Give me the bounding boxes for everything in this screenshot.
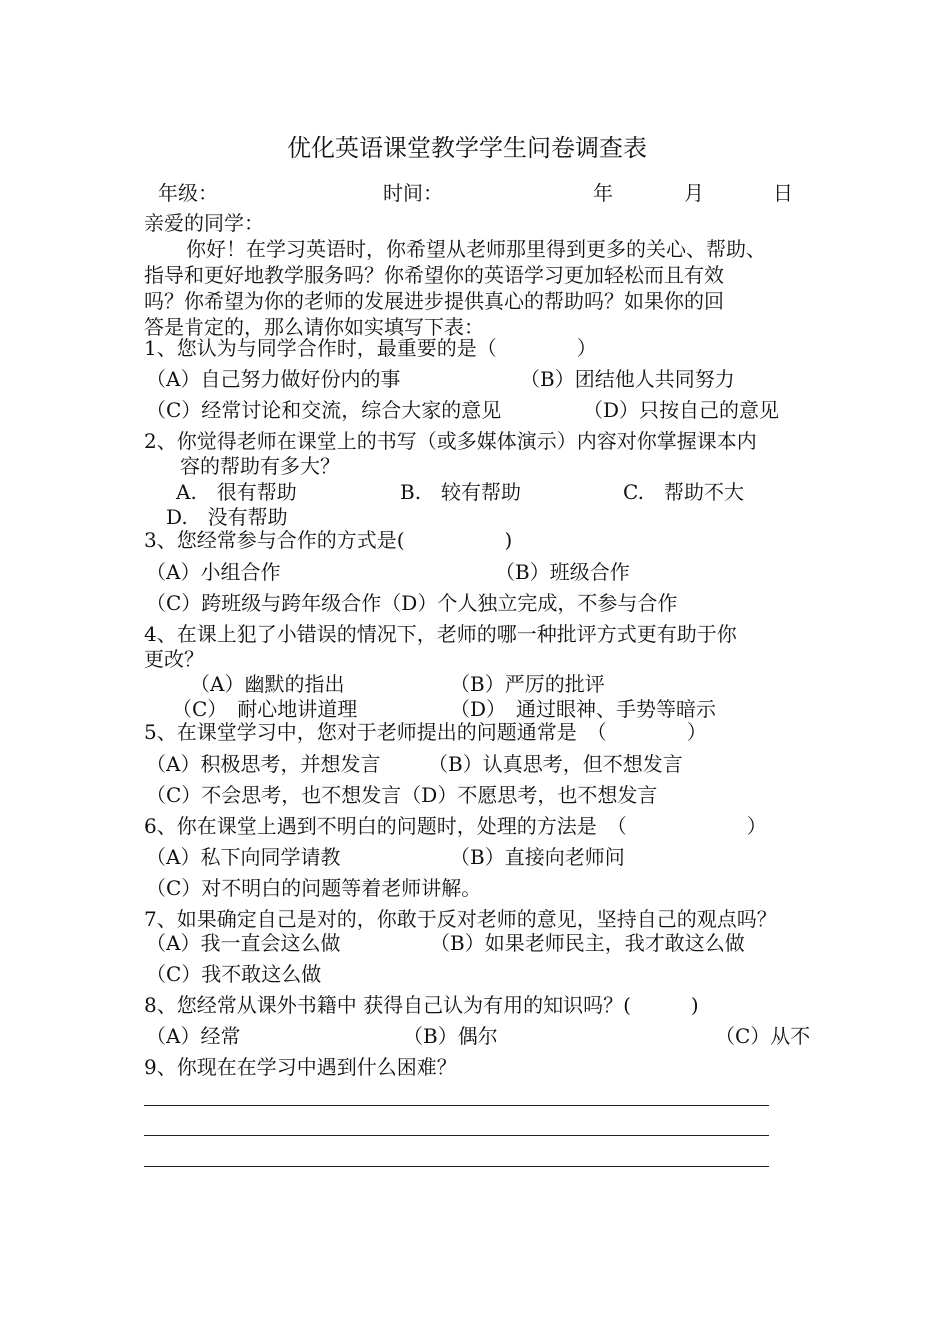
q1-option-a: （A）自己努力做好份内的事 — [146, 367, 401, 391]
q4-option-d: （D） 通过眼神、手势等暗示 — [450, 697, 717, 721]
q5-option-cd: （C）不会思考，也不想发言（D）不愿思考，也不想发言 — [146, 783, 658, 807]
q6-option-b: （B）直接向老师问 — [450, 845, 625, 869]
year-label: 年 — [593, 181, 613, 205]
question-9: 9、你现在在学习中遇到什么困难？ — [144, 1055, 457, 1079]
q1-option-d: （D）只按自己的意见 — [583, 398, 780, 422]
intro-line: 答是肯定的，那么请你如实填写下表： — [144, 315, 484, 339]
intro-line: 吗？你希望为你的老师的发展进步提供真心的帮助吗？如果你的回 — [144, 289, 724, 313]
q3-option-a: （A）小组合作 — [146, 560, 281, 584]
q7-option-a: （A）我一直会这么做 — [146, 931, 341, 955]
grade-label: 年级： — [158, 181, 218, 205]
question-4: 4、在课上犯了小错误的情况下，老师的哪一种批评方式更有助于你 — [144, 622, 737, 646]
question-2: 2、你觉得老师在课堂上的书写（或多媒体演示）内容对你掌握课本内 — [144, 429, 757, 453]
intro-line: 指导和更好地教学服务吗？你希望你的英语学习更加轻松而且有效 — [144, 263, 724, 287]
q4-option-c: （C） 耐心地讲道理 — [172, 697, 358, 721]
q4-option-a: （A）幽默的指出 — [190, 672, 345, 696]
intro-line: 你好！在学习英语时，你希望从老师那里得到更多的关心、帮助、 — [186, 237, 766, 261]
q7-option-b: （B）如果老师民主，我才敢这么做 — [430, 931, 745, 955]
question-2-cont: 容的帮助有多大？ — [180, 454, 340, 478]
q2-option-c: C. 帮助不大 — [623, 480, 744, 504]
page-title: 优化英语课堂教学学生问卷调查表 — [287, 134, 647, 162]
question-4-cont: 更改？ — [144, 647, 204, 671]
question-6: 6、你在课堂上遇到不明白的问题时，处理的方法是 （ ） — [144, 814, 767, 838]
q2-option-d: D. 没有帮助 — [166, 505, 288, 529]
q6-option-a: （A）私下向同学请教 — [146, 845, 341, 869]
q2-option-a: A. 很有帮助 — [176, 480, 297, 504]
q7-option-c: （C）我不敢这么做 — [146, 962, 322, 986]
question-7: 7、如果确定自己是对的，你敢于反对老师的意见，坚持自己的观点吗？ — [144, 907, 777, 931]
q1-option-b: （B）团结他人共同努力 — [520, 367, 735, 391]
q8-option-a: （A）经常 — [146, 1024, 241, 1048]
q8-option-b: （B）偶尔 — [403, 1024, 498, 1048]
question-8: 8、您经常从课外书籍中 获得自己认为有用的知识吗？( ) — [144, 993, 699, 1017]
q4-option-b: （B）严厉的批评 — [450, 672, 605, 696]
question-3: 3、您经常参与合作的方式是( ) — [144, 528, 513, 552]
time-label: 时间： — [383, 181, 443, 205]
q2-option-b: B. 较有帮助 — [400, 480, 522, 504]
q3-option-b: （B）班级合作 — [495, 560, 630, 584]
greeting: 亲爱的同学： — [144, 211, 264, 235]
answer-line[interactable] — [144, 1166, 769, 1167]
q5-option-a: （A）积极思考，并想发言 — [146, 752, 381, 776]
q8-option-c: （C）从不 — [715, 1024, 811, 1048]
day-label: 日 — [773, 181, 793, 205]
q1-option-c: （C）经常讨论和交流，综合大家的意见 — [146, 398, 502, 422]
answer-line[interactable] — [144, 1135, 769, 1136]
question-5: 5、在课堂学习中，您对于老师提出的问题通常是 （ ） — [144, 720, 707, 744]
answer-line[interactable] — [144, 1105, 769, 1106]
q3-option-cd: （C）跨班级与跨年级合作（D）个人独立完成，不参与合作 — [146, 591, 678, 615]
q5-option-b: （B）认真思考，但不想发言 — [428, 752, 683, 776]
month-label: 月 — [684, 181, 704, 205]
q6-option-c: （C）对不明白的问题等着老师讲解。 — [146, 876, 482, 900]
question-1: 1、您认为与同学合作时，最重要的是（ ） — [144, 336, 597, 360]
